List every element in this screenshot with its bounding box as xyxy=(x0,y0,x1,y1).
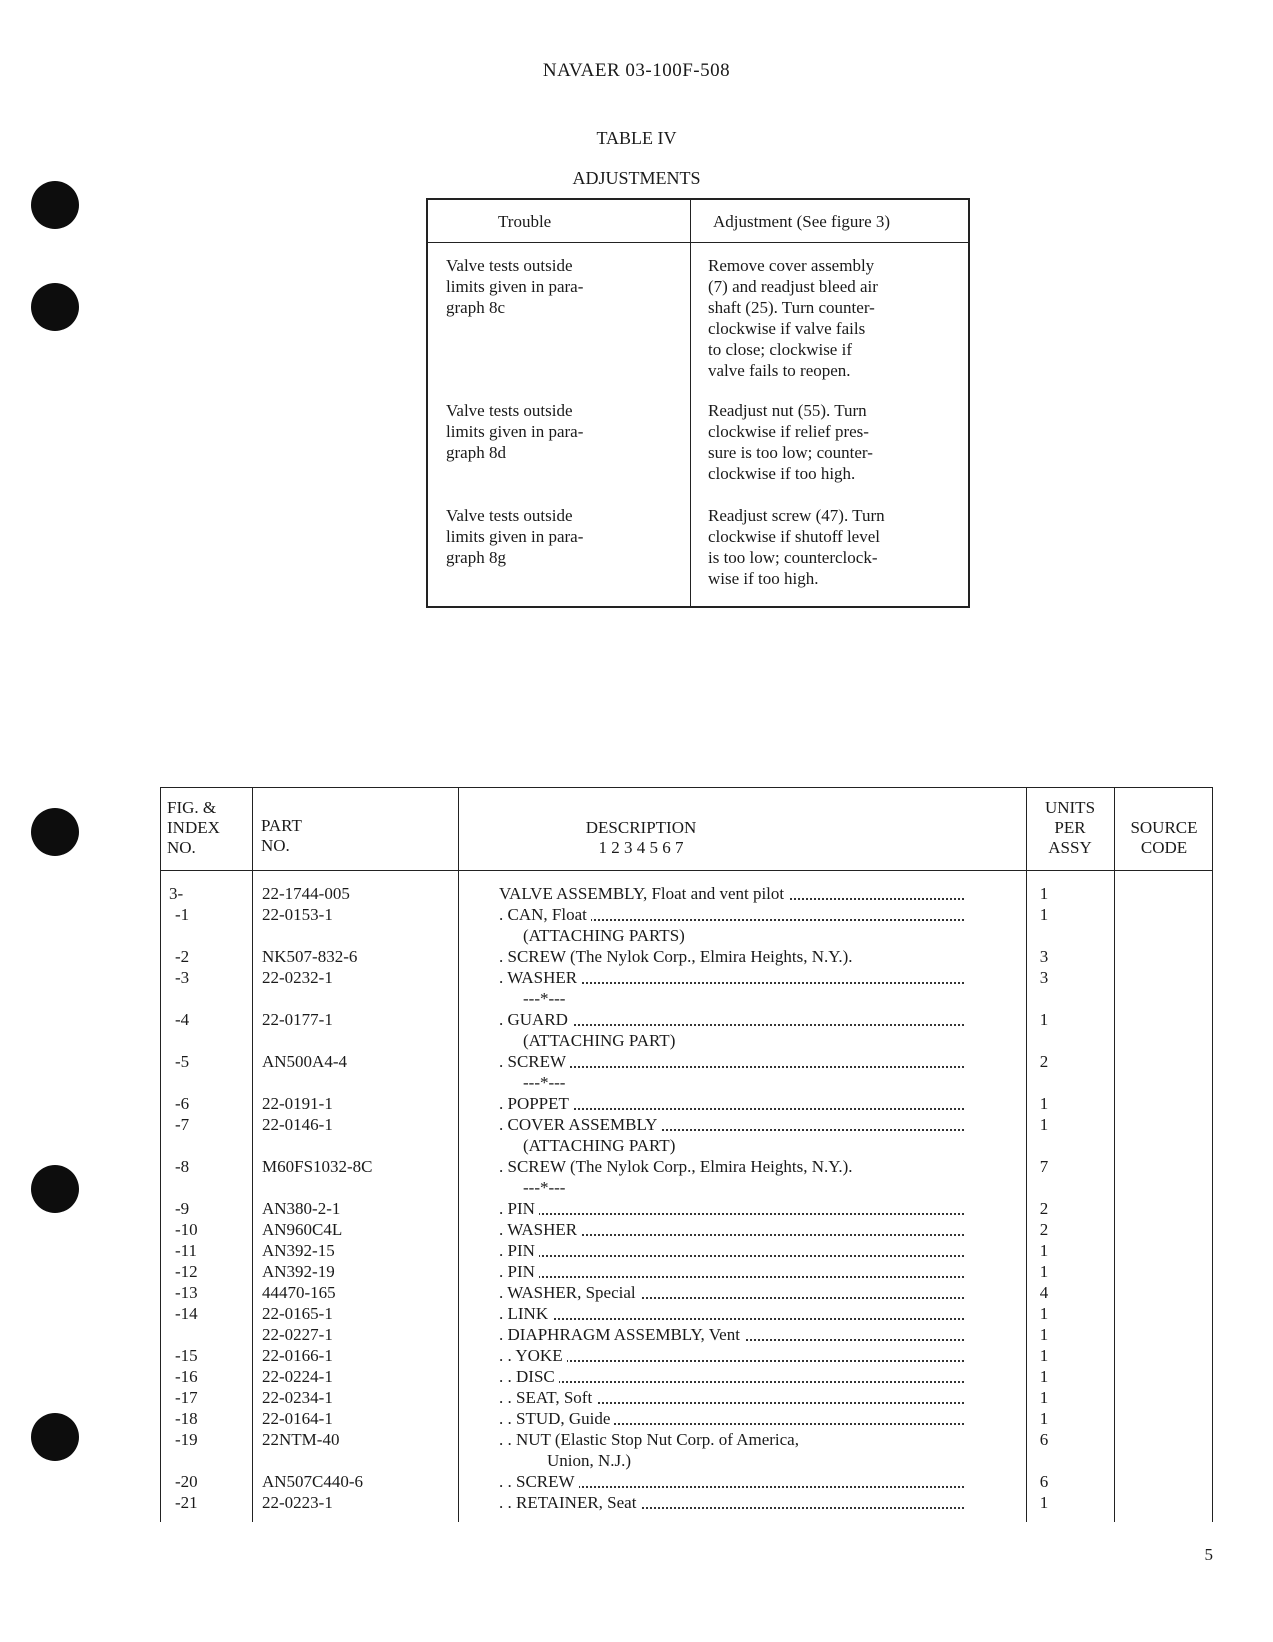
part-number: 22-0191-1 xyxy=(262,1094,333,1113)
part-number: 22-0234-1 xyxy=(262,1388,333,1407)
part-number: 22NTM-40 xyxy=(262,1430,340,1449)
binder-hole xyxy=(31,283,79,331)
part-number: AN380-2-1 xyxy=(262,1199,341,1218)
description: (ATTACHING PARTS) xyxy=(499,925,964,946)
part-number: AN960C4L xyxy=(262,1220,343,1239)
table-row xyxy=(161,1198,1212,1219)
description: ---*--- xyxy=(499,1177,964,1198)
part-number: 22-0227-1 xyxy=(262,1325,333,1344)
table-row xyxy=(161,1114,1212,1135)
part-number: 22-0146-1 xyxy=(262,1115,333,1134)
units-per-assy: 4 xyxy=(1039,1283,1049,1302)
fig-index: 3- xyxy=(169,884,184,903)
table-row xyxy=(161,1303,1212,1324)
table-row xyxy=(161,1492,1212,1513)
description: VALVE ASSEMBLY, Float and vent pilot xyxy=(499,883,964,904)
description: Union, N.J.) xyxy=(499,1450,964,1471)
description: . . STUD, Guide xyxy=(499,1408,964,1429)
part-number: 22-0177-1 xyxy=(262,1010,333,1029)
table-row xyxy=(161,1282,1212,1303)
units-per-assy: 1 xyxy=(1039,1115,1049,1134)
table-row xyxy=(161,1177,1212,1198)
part-number: AN500A4-4 xyxy=(262,1052,347,1071)
part-number: 22-0224-1 xyxy=(262,1367,333,1386)
table-row xyxy=(161,1009,1212,1030)
units-per-assy: 1 xyxy=(1039,1304,1049,1323)
units-per-assy: 1 xyxy=(1039,905,1049,924)
units-per-assy: 1 xyxy=(1039,1241,1049,1260)
description: ---*--- xyxy=(499,1072,964,1093)
part-number: AN507C440-6 xyxy=(262,1472,364,1491)
table-row xyxy=(161,1366,1212,1387)
description: . SCREW (The Nylok Corp., Elmira Heights, N.Y.). xyxy=(499,1156,964,1177)
description: . PIN xyxy=(499,1261,964,1282)
col-part-header: PART NO. xyxy=(261,816,302,855)
fig-index: -6 xyxy=(175,1094,190,1113)
units-per-assy: 1 xyxy=(1039,884,1049,903)
part-number: 22-0164-1 xyxy=(262,1409,333,1428)
part-number: 22-0153-1 xyxy=(262,905,333,924)
description: . . DISC xyxy=(499,1366,964,1387)
page-number: 5 xyxy=(1204,1545,1213,1564)
parts-rows xyxy=(161,883,1212,1513)
adjustment-cell: Readjust screw (47). Turn clockwise if shutoff level is too low; counterclock- wise if too high. xyxy=(708,506,885,588)
table-title: ADJUSTMENTS xyxy=(572,168,701,188)
fig-index: -3 xyxy=(175,968,190,987)
table-row xyxy=(161,1261,1212,1282)
table-row xyxy=(161,946,1212,967)
part-number: NK507-832-6 xyxy=(262,947,358,966)
table-row xyxy=(161,1345,1212,1366)
description: . DIAPHRAGM ASSEMBLY, Vent xyxy=(499,1324,964,1345)
units-per-assy: 1 xyxy=(1039,1388,1049,1407)
parts-list-table xyxy=(160,787,1213,1522)
fig-index: -10 xyxy=(175,1220,198,1239)
description: . PIN xyxy=(499,1240,964,1261)
document-number: NAVAER 03-100F-508 xyxy=(542,60,731,81)
description: . . SEAT, Soft xyxy=(499,1387,964,1408)
fig-index: -16 xyxy=(175,1367,198,1386)
binder-hole xyxy=(31,808,79,856)
units-per-assy: 1 xyxy=(1039,1493,1049,1512)
part-number: 22-0166-1 xyxy=(262,1346,333,1365)
table-row xyxy=(161,1051,1212,1072)
fig-index: -5 xyxy=(175,1052,190,1071)
col-source-header: SOURCE CODE xyxy=(1130,818,1198,857)
col-units-header: UNITS PER ASSY xyxy=(1044,798,1096,857)
fig-index: -13 xyxy=(175,1283,198,1302)
fig-index: -9 xyxy=(175,1199,190,1218)
table-row xyxy=(161,1093,1212,1114)
fig-index: -15 xyxy=(175,1346,198,1365)
units-per-assy: 3 xyxy=(1039,968,1049,987)
units-per-assy: 1 xyxy=(1039,1346,1049,1365)
description: . SCREW (The Nylok Corp., Elmira Heights, N.Y.). xyxy=(499,946,964,967)
col-trouble-header: Trouble xyxy=(498,212,552,231)
description: . GUARD xyxy=(499,1009,964,1030)
units-per-assy: 1 xyxy=(1039,1409,1049,1428)
fig-index: -21 xyxy=(175,1493,198,1512)
description: . CAN, Float xyxy=(499,904,964,925)
col-adjustment-header: Adjustment (See figure 3) xyxy=(713,212,891,231)
units-per-assy: 2 xyxy=(1039,1220,1049,1239)
units-per-assy: 3 xyxy=(1039,947,1049,966)
fig-index: -8 xyxy=(175,1157,190,1176)
part-number: 22-0232-1 xyxy=(262,968,333,987)
units-per-assy: 2 xyxy=(1039,1052,1049,1071)
table-row xyxy=(161,1408,1212,1429)
fig-index: -17 xyxy=(175,1388,198,1407)
col-description-header: DESCRIPTION 1 2 3 4 5 6 7 xyxy=(585,818,697,857)
units-per-assy: 1 xyxy=(1039,1094,1049,1113)
units-per-assy: 1 xyxy=(1039,1325,1049,1344)
description: . PIN xyxy=(499,1198,964,1219)
binder-hole xyxy=(31,1165,79,1213)
part-number: 44470-165 xyxy=(262,1283,336,1302)
units-per-assy: 1 xyxy=(1039,1367,1049,1386)
table-row xyxy=(161,925,1212,946)
description: . LINK xyxy=(499,1303,964,1324)
fig-index: -1 xyxy=(175,905,190,924)
fig-index: -7 xyxy=(175,1115,190,1134)
part-number: 22-1744-005 xyxy=(262,884,350,903)
description: . . YOKE xyxy=(499,1345,964,1366)
description: . WASHER xyxy=(499,967,964,988)
table-row xyxy=(161,1072,1212,1093)
description: . POPPET xyxy=(499,1093,964,1114)
fig-index: -4 xyxy=(175,1010,190,1029)
part-number: M60FS1032-8C xyxy=(262,1157,373,1176)
table-row xyxy=(161,1324,1212,1345)
fig-index: -14 xyxy=(175,1304,198,1323)
description: (ATTACHING PART) xyxy=(499,1135,964,1156)
table-row xyxy=(161,1429,1212,1450)
units-per-assy: 7 xyxy=(1039,1157,1049,1176)
part-number: 22-0223-1 xyxy=(262,1493,333,1512)
part-number: AN392-19 xyxy=(262,1262,335,1281)
units-per-assy: 1 xyxy=(1039,1262,1049,1281)
table-row xyxy=(161,1135,1212,1156)
units-per-assy: 2 xyxy=(1039,1199,1049,1218)
units-per-assy: 6 xyxy=(1039,1430,1049,1449)
adjustment-cell: Readjust nut (55). Turn clockwise if relief pres- sure is too low; counter- clockwise if too high. xyxy=(708,401,873,483)
description: . WASHER, Special xyxy=(499,1282,964,1303)
description: (ATTACHING PART) xyxy=(499,1030,964,1051)
description: . COVER ASSEMBLY xyxy=(499,1114,964,1135)
table-row xyxy=(161,1387,1212,1408)
part-number: 22-0165-1 xyxy=(262,1304,333,1323)
fig-index: -19 xyxy=(175,1430,198,1449)
units-per-assy: 6 xyxy=(1039,1472,1049,1491)
description: . SCREW xyxy=(499,1051,964,1072)
table-row xyxy=(161,883,1212,904)
units-per-assy: 1 xyxy=(1039,1010,1049,1029)
fig-index: -2 xyxy=(175,947,190,966)
table-row xyxy=(161,1030,1212,1051)
description: . WASHER xyxy=(499,1219,964,1240)
fig-index: -12 xyxy=(175,1262,198,1281)
fig-index: -18 xyxy=(175,1409,198,1428)
part-number: AN392-15 xyxy=(262,1241,335,1260)
adjustments-table xyxy=(426,198,970,608)
table-row xyxy=(161,904,1212,925)
table-label: TABLE IV xyxy=(596,128,677,148)
table-row xyxy=(161,1156,1212,1177)
table-row xyxy=(161,988,1212,1009)
table-row xyxy=(161,1471,1212,1492)
table-row xyxy=(161,1219,1212,1240)
binder-hole xyxy=(31,1413,79,1461)
fig-index: -11 xyxy=(175,1241,198,1260)
description: . . SCREW xyxy=(499,1471,964,1492)
description: . . NUT (Elastic Stop Nut Corp. of America, xyxy=(499,1429,964,1450)
trouble-cell: Valve tests outside limits given in para- graph 8d xyxy=(446,401,584,462)
col-fig-header: FIG. & INDEX NO. xyxy=(167,798,220,857)
table-row xyxy=(161,1450,1212,1471)
table-row xyxy=(161,1240,1212,1261)
table-row xyxy=(161,967,1212,988)
description: ---*--- xyxy=(499,988,964,1009)
trouble-cell: Valve tests outside limits given in para- graph 8g xyxy=(446,506,584,567)
description: . . RETAINER, Seat xyxy=(499,1492,964,1513)
trouble-cell: Valve tests outside limits given in para- graph 8c xyxy=(446,256,584,317)
fig-index: -20 xyxy=(175,1472,198,1491)
adjustment-cell: Remove cover assembly (7) and readjust bleed air shaft (25). Turn counter- clockwise if valve fails to close; clockwise if valve fails to reopen. xyxy=(708,256,878,380)
